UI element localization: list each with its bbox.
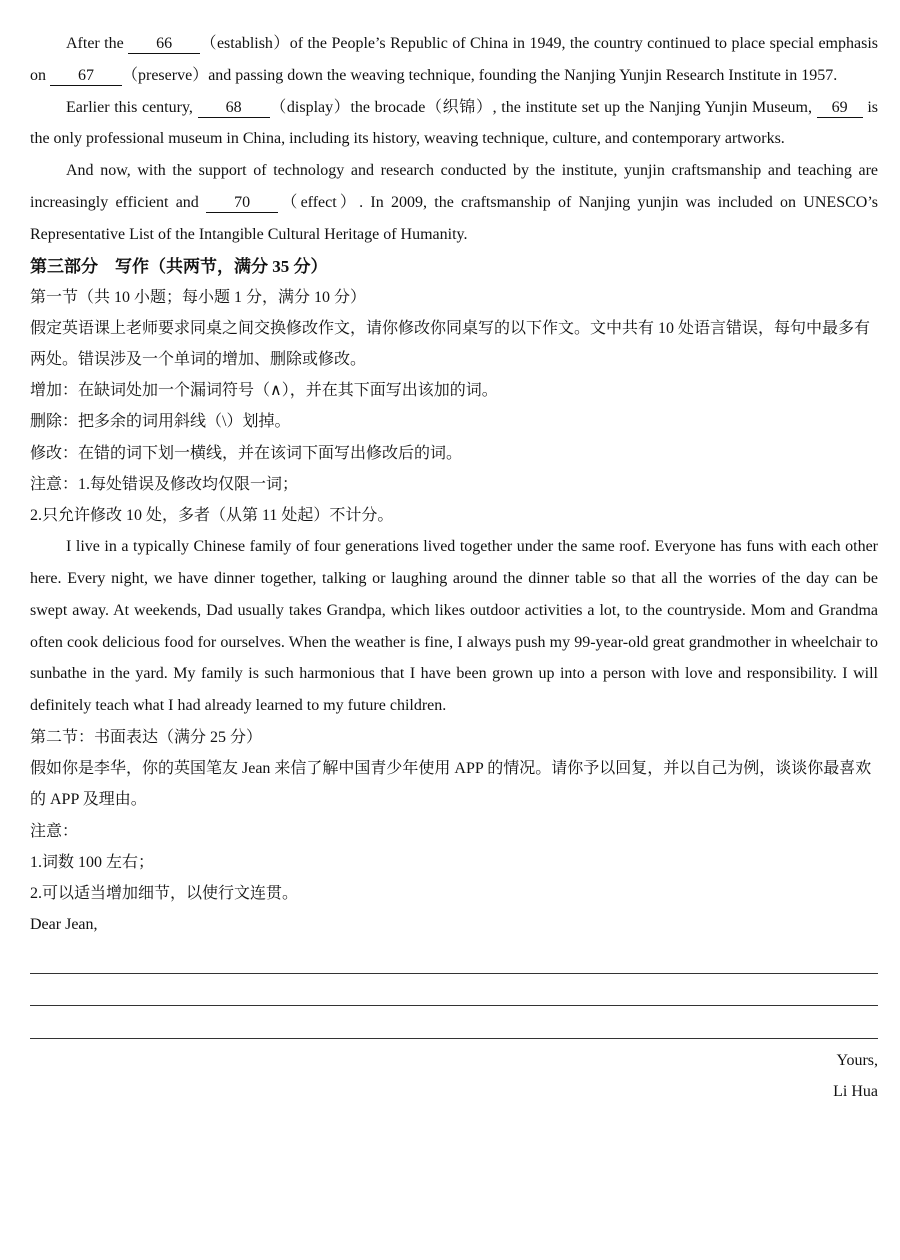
cloze-text: And now, with the support of technology and research conducted by the institute, yunjin craftsmanship and teaching are increasingly efficient and: [30, 162, 878, 211]
rule-modify: 修改：在错的词下划一横线，并在该词下面写出修改后的词。: [30, 444, 463, 462]
cloze-text: （preserve）and passing down the weaving technique, founding the Nanjing Yunjin Research Institute in 1957.: [122, 66, 838, 84]
letter-signature: Li Hua: [833, 1083, 878, 1100]
exam-page: [30, 28, 878, 1108]
cloze-paragraph-3: [30, 155, 878, 250]
cloze-paragraph-2: [30, 92, 878, 156]
rule-add: 增加：在缺词处加一个漏词符号（∧），并在其下面写出该加的词。: [30, 382, 498, 400]
blank-66: 66: [128, 35, 200, 54]
writing-line[interactable]: [30, 974, 878, 1007]
blank-67: 67: [50, 67, 122, 86]
section1-instruction: 假定英语课上老师要求同桌之间交换修改作文，请你修改你同桌写的以下作文。文中共有 10 处语言错误，每句中最多有两处。错误涉及一个单词的增加、删除或修改。: [30, 319, 871, 368]
rule-delete: 删除：把多余的词用斜线（\）划掉。: [30, 413, 291, 431]
section1-title: 第一节（共 10 小题；每小题 1 分，满分 10 分）: [30, 288, 367, 306]
letter-greeting: Dear Jean,: [30, 916, 98, 934]
cloze-text: （effect）. In 2009, the craftsmanship of Nanjing yunjin was included on UNESCO’s Representative List of the Intangible Cultural Heritage of Humanity.: [30, 193, 878, 243]
proofreading-essay: I live in a typically Chinese family of four generations lived together under the same roof. Everyone has funs with each other here. Every night, we have dinner together, talking or laughing around the dinner table so that all the worries of the day can be swept away. At weekends, Dad usually takes Grandpa, which likes outdoor activities a lot, to the countryside. Mom and Grandma often cook delicious food for ourselves. When the weather is fine, I always push my 99-year-old great grandmother in wheelchair to sunbathe in the yard. My family is such harmonious that I have been grown up into a person with love and responsibility. I will definitely teach what I had already learned to my future children.: [30, 538, 878, 715]
blank-70: 70: [206, 194, 278, 213]
requirement-1: 1.词数 100 左右；: [30, 853, 155, 871]
cloze-text: （display）the brocade（织锦）, the institute set up the Nanjing Yunjin Museum,: [269, 98, 817, 116]
note-1: 注意：1.每处错误及修改均仅限一词；: [30, 475, 299, 493]
requirement-2: 2.可以适当增加细节，以使行文连贯。: [30, 885, 299, 902]
cloze-paragraph-1: [30, 28, 878, 92]
part3-title: 第三部分 写作（共两节，满分 35 分）: [30, 256, 328, 276]
writing-line[interactable]: [30, 1006, 878, 1039]
note-label: 注意：: [30, 822, 79, 840]
note-2: 2.只允许修改 10 处，多者（从第 11 处起）不计分。: [30, 507, 394, 524]
letter-closing: Yours,: [836, 1051, 878, 1069]
writing-line[interactable]: [30, 941, 878, 974]
section2-instruction: 假如你是李华，你的英国笔友 Jean 来信了解中国青少年使用 APP 的情况。请你予以回复，并以自己为例，谈谈你最喜欢的 APP 及理由。: [30, 760, 872, 809]
blank-68: 68: [198, 99, 270, 118]
cloze-text: is the only professional museum in China, including its history, weaving technique, culture, and contemporary artworks.: [30, 98, 879, 148]
blank-69: 69: [817, 99, 863, 118]
cloze-text: （establish）of the People’s Republic of China in 1949, the country continued to place special emphasis on: [30, 35, 878, 84]
cloze-text: After the: [66, 35, 129, 52]
cloze-text: Earlier this century,: [66, 98, 198, 116]
section2-title: 第二节：书面表达（满分 25 分）: [30, 728, 263, 746]
